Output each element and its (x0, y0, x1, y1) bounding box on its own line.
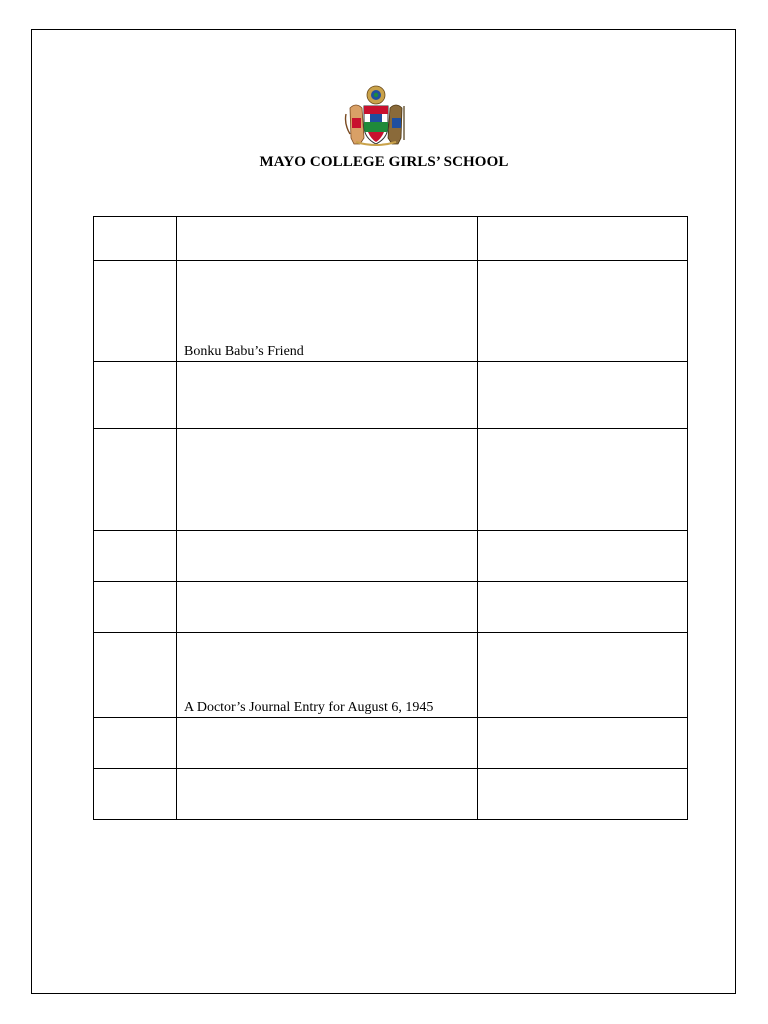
row-number-cell (94, 531, 177, 582)
school-name-heading: MAYO COLLEGE GIRLS’ SCHOOL (259, 154, 509, 170)
title-cell: Bonku Babu’s Friend (177, 261, 478, 362)
title-cell (177, 769, 478, 820)
table-row (94, 769, 688, 820)
table-row (94, 261, 688, 362)
remarks-cell (478, 633, 688, 718)
content-table (93, 216, 688, 820)
school-crest-logo (342, 84, 410, 148)
remarks-cell (478, 718, 688, 769)
row-number-cell (94, 582, 177, 633)
table-row (94, 531, 688, 582)
row-number-cell (94, 769, 177, 820)
title-cell: A Doctor’s Journal Entry for August 6, 1945 (177, 633, 478, 718)
row-number-cell (94, 429, 177, 531)
title-cell (177, 217, 478, 261)
row-number-cell (94, 261, 177, 362)
table-row (94, 429, 688, 531)
table-row (94, 582, 688, 633)
row-number-cell (94, 718, 177, 769)
remarks-cell (478, 362, 688, 429)
title-cell (177, 362, 478, 429)
remarks-cell (478, 429, 688, 531)
remarks-cell (478, 261, 688, 362)
table-row (94, 362, 688, 429)
remarks-cell (478, 582, 688, 633)
remarks-cell (478, 769, 688, 820)
row-number-cell (94, 362, 177, 429)
title-cell (177, 531, 478, 582)
table-row (94, 633, 688, 718)
title-cell (177, 718, 478, 769)
remarks-cell (478, 531, 688, 582)
table-row (94, 718, 688, 769)
table-row (94, 217, 688, 261)
row-number-cell (94, 217, 177, 261)
row-number-cell (94, 633, 177, 718)
title-cell (177, 582, 478, 633)
title-cell (177, 429, 478, 531)
remarks-cell (478, 217, 688, 261)
